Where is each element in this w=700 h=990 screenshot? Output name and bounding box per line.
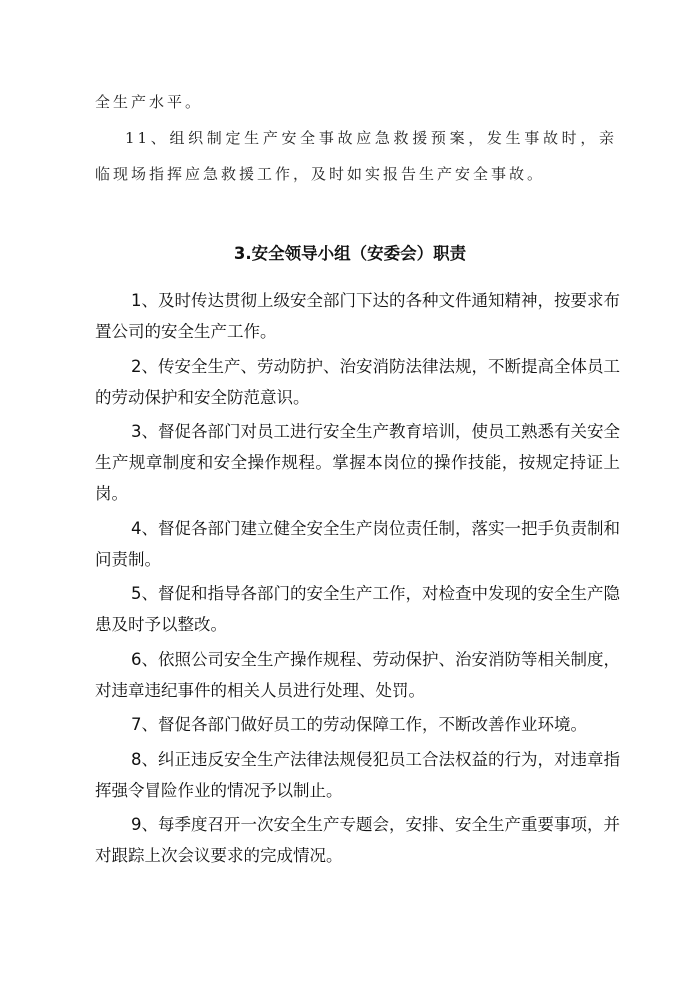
list-item: 3、督促各部门对员工进行安全生产教育培训，使员工熟悉有关安全生产规章制度和安全操作规程。掌握本岗位的操作技能，按规定持证上岗。 — [95, 422, 620, 503]
list-item: 6、依照公司安全生产操作规程、劳动保护、治安消防等相关制度，对违章违纪事件的相关人员进行处理、处罚。 — [95, 649, 620, 700]
responsibility-item-11: 11、组织制定生产安全事故应急救援预案，发生事故时，亲临现场指挥应急救援工作，及时如实报告生产安全事故。 — [95, 129, 617, 183]
list-item: 4、督促各部门建立健全安全生产岗位责任制，落实一把手负责制和问责制。 — [95, 518, 620, 569]
responsibility-list — [95, 285, 620, 875]
list-item: 9、每季度召开一次安全生产专题会，安排、安全生产重要事项，并对跟踪上次会议要求的完成情况。 — [95, 815, 620, 865]
continued-paragraph: 全生产水平。 — [95, 93, 204, 111]
list-item: 5、督促和指导各部门的安全生产工作，对检查中发现的安全生产隐患及时予以整改。 — [95, 584, 620, 634]
list-item: 7、督促各部门做好员工的劳动保障工作，不断改善作业环境。 — [131, 715, 587, 734]
list-item: 1、及时传达贯彻上级安全部门下达的各种文件通知精神，按要求布置公司的安全生产工作。 — [95, 291, 620, 341]
section-heading: 3.安全领导小组（安委会）职责 — [233, 244, 467, 263]
list-item: 8、纠正违反安全生产法律法规侵犯员工合法权益的行为，对违章指挥强令冒险作业的情况予以制止。 — [95, 749, 620, 800]
list-item: 2、传安全生产、劳动防护、治安消防法律法规，不断提高全体员工的劳动保护和安全防范意识。 — [95, 356, 620, 407]
